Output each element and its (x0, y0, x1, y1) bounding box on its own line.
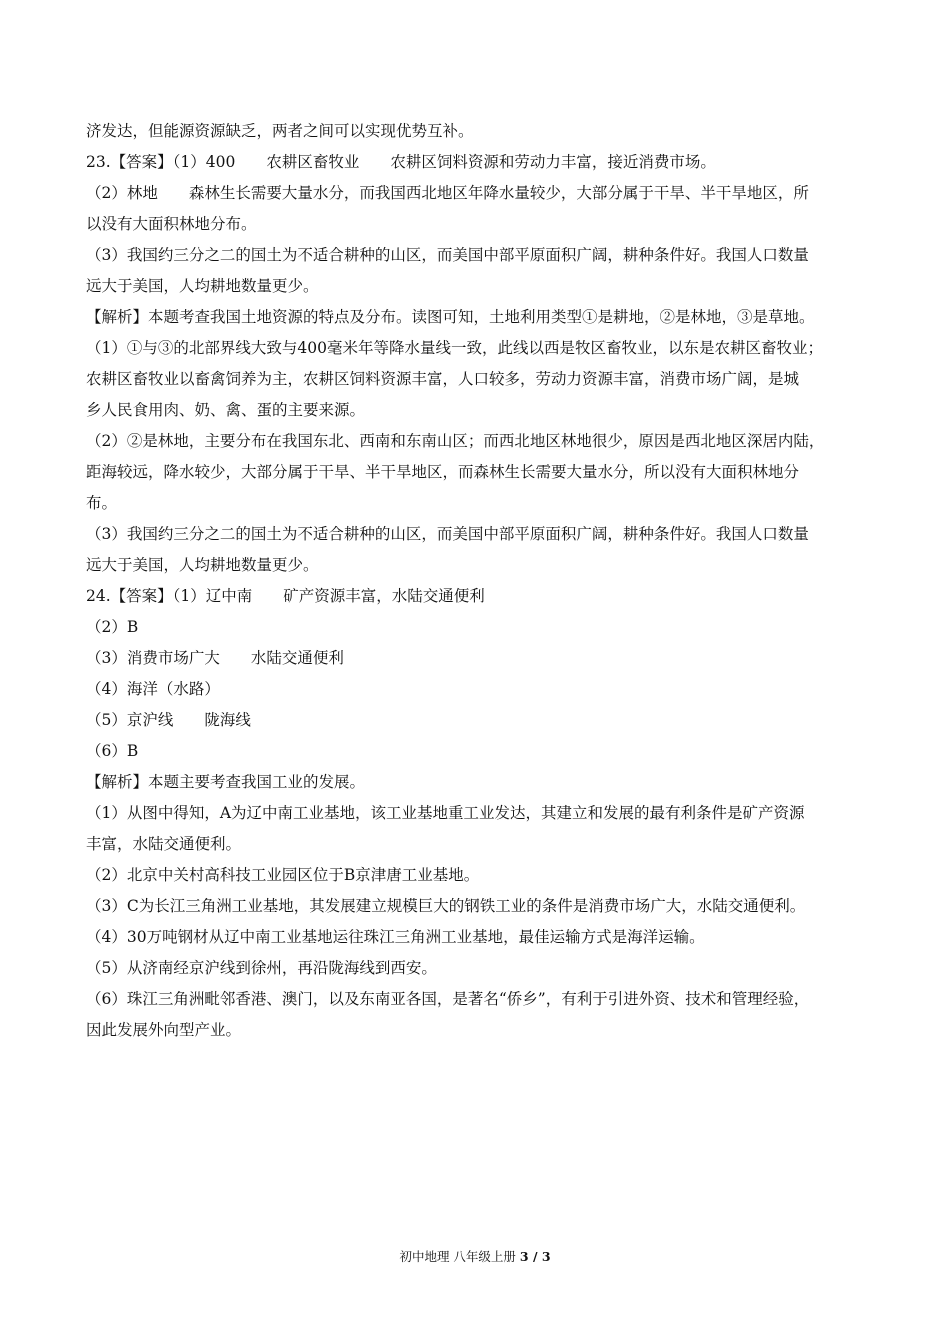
text-line: （2）林地 森林生长需要大量水分，而我国西北地区年降水量较少，大部分属于干旱、半干旱地区，所 (86, 184, 809, 202)
text-line: （3）我国约三分之二的国土为不适合耕种的山区，而美国中部平原面积广阔，耕种条件好。我国人口数量 (86, 246, 809, 264)
text-line: （2）②是林地，主要分布在我国东北、西南和东南山区；而西北地区林地很少，原因是西北地区深居内陆， (86, 432, 825, 450)
page-footer (0, 1249, 950, 1265)
text-line: （2）北京中关村高科技工业园区位于B京津唐工业基地。 (86, 866, 480, 884)
text-line: （4）海洋（水路） (86, 680, 220, 698)
text-line: （5）从济南经京沪线到徐州，再沿陇海线到西安。 (86, 959, 437, 977)
text-line: （3）C为长江三角洲工业基地，其发展建立规模巨大的钢铁工业的条件是消费市场广大，水陆交通便利。 (86, 897, 806, 915)
text-line: （1）①与③的北部界线大致与400毫米年等降水量线一致，此线以西是牧区畜牧业，以东是农耕区畜牧业； (86, 339, 823, 357)
text-line: 23.【答案】（1）400 农耕区畜牧业 农耕区饲料资源和劳动力丰富，接近消费市场。 (86, 153, 716, 171)
text-line: 距海较远，降水较少，大部分属于干旱、半干旱地区，而森林生长需要大量水分，所以没有大面积林地分 (86, 463, 800, 481)
answer-content (86, 116, 866, 1046)
text-line: 【解析】本题考查我国土地资源的特点及分布。读图可知，土地利用类型①是耕地，②是林地，③是草地。 (86, 308, 815, 326)
page-number: 3 / 3 (519, 1249, 551, 1264)
text-line: 因此发展外向型产业。 (86, 1021, 242, 1039)
text-line: （2）B (86, 618, 139, 636)
text-line: 济发达，但能源资源缺乏，两者之间可以实现优势互补。 (86, 122, 474, 140)
text-line: 以没有大面积林地分布。 (86, 215, 257, 233)
text-line: （6）珠江三角洲毗邻香港、澳门，以及东南亚各国，是著名“侨乡”，有利于引进外资、技术和管理经验， (86, 990, 810, 1008)
text-line: 远大于美国，人均耕地数量更少。 (86, 556, 319, 574)
text-line: （4）30万吨钢材从辽中南工业基地运往珠江三角洲工业基地，最佳运输方式是海洋运输。 (86, 928, 705, 946)
text-line: 农耕区畜牧业以畜禽饲养为主，农耕区饲料资源丰富，人口较多，劳动力资源丰富，消费市场广阔，是城 (86, 370, 800, 388)
text-line: 布。 (86, 494, 118, 512)
footer-title: 初中地理 八年级上册 (399, 1249, 520, 1264)
text-line: 丰富，水陆交通便利。 (86, 835, 242, 853)
text-line: 【解析】本题主要考查我国工业的发展。 (86, 773, 366, 791)
text-line: （3）我国约三分之二的国土为不适合耕种的山区，而美国中部平原面积广阔，耕种条件好。我国人口数量 (86, 525, 809, 543)
text-line: （3）消费市场广大 水陆交通便利 (86, 649, 344, 667)
text-line: （5）京沪线 陇海线 (86, 711, 251, 729)
text-line: （6）B (86, 742, 139, 760)
text-line: 24.【答案】（1）辽中南 矿产资源丰富，水陆交通便利 (86, 587, 485, 605)
text-line: 远大于美国，人均耕地数量更少。 (86, 277, 319, 295)
text-line: （1）从图中得知，A为辽中南工业基地，该工业基地重工业发达，其建立和发展的最有利条件是矿产资源 (86, 804, 805, 822)
text-line: 乡人民食用肉、奶、禽、蛋的主要来源。 (86, 401, 366, 419)
